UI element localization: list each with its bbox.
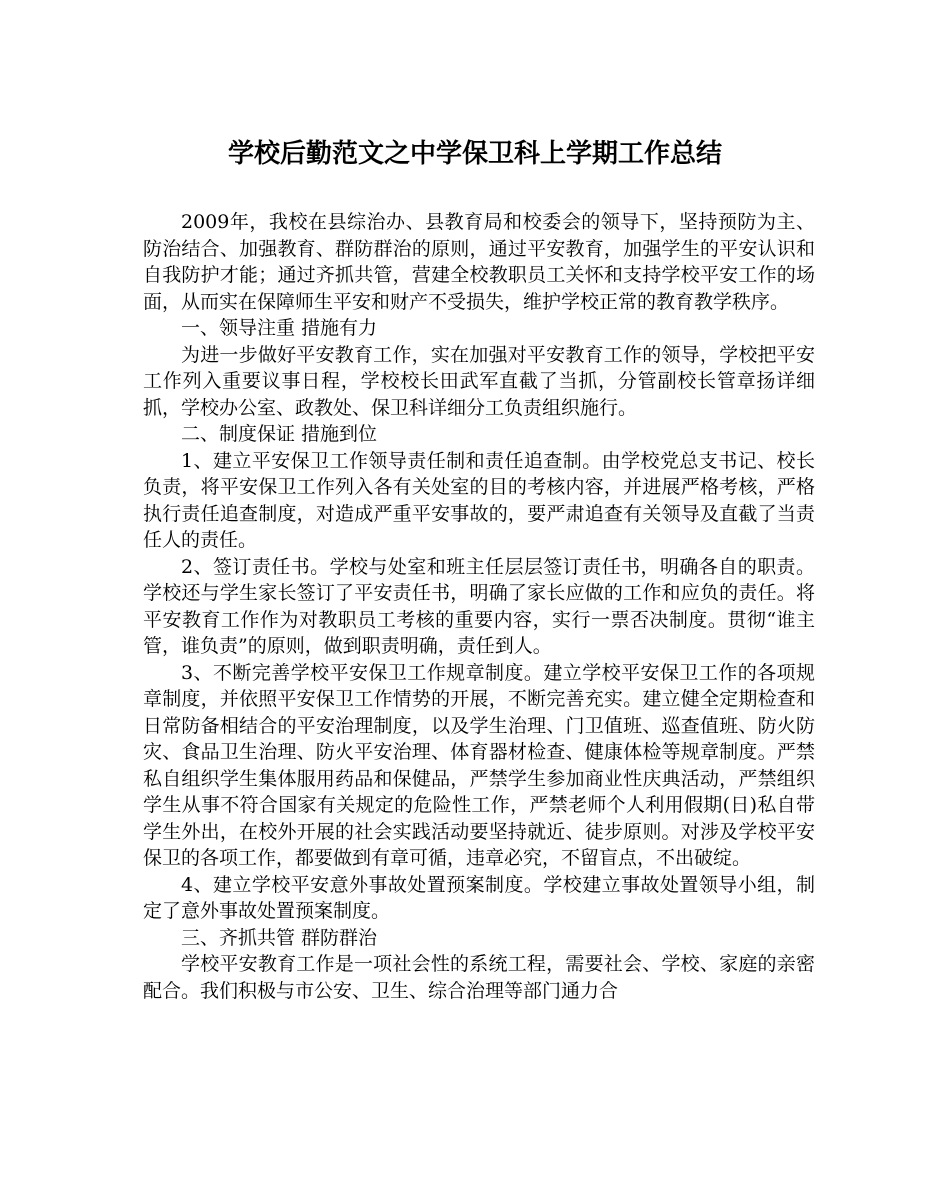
section-heading-3: 三、齐抓共管 群防群治 — [181, 926, 378, 949]
section-heading-1: 一、领导注重 措施有力 — [181, 317, 378, 339]
section-3-paragraph: 学校平安教育工作是一项社会性的系统工程，需要社会、学校、家庭的亲密配合。我们积极与市公安、卫生、综合治理等部门通力合 — [143, 953, 815, 1002]
section-2-item-3: 3、不断完善学校平安保卫工作规章制度。建立学校平安保卫工作的各项规章制度，并依照平安保卫工作情势的开展，不断完善充实。建立健全定期检查和日常防备相结合的平安治理制度，以及学生治理、门卫值班、巡查值班、防火防灾、食品卫生治理、防火平安治理、体育器材检查、健康体检等规章制度。严禁私自组织学生集体服用药品和保健品，严禁学生参加商业性庆典活动，严禁组织学生从事不符合国家有关规定的危险性工作，严禁老师个人利用假期(日)私自带学生外出，在校外开展的社会实践活动要坚持就近、徒步原则。对涉及学校平安保卫的各项工作，都要做到有章可循，违章必究，不留盲点，不出破绽。 — [143, 661, 815, 869]
section-heading-2: 二、制度保证 措施到位 — [181, 423, 378, 445]
document-body — [143, 209, 815, 1004]
section-2-item-4: 4、建立学校平安意外事故处置预案制度。学校建立事故处置领导小组，制定了意外事故处置预案制度。 — [143, 873, 815, 922]
intro-paragraph: 2009年，我校在县综治办、县教育局和校委会的领导下，坚持预防为主、防治结合、加强教育、群防群治的原则，通过平安教育，加强学生的平安认识和自我防护才能；通过齐抓共管，营建全校教职员工关怀和支持学校平安工作的场面，从而实在保障师生平安和财产不受损失，维护学校正常的教育教学秩序。 — [143, 211, 815, 313]
section-2-item-2: 2、签订责任书。学校与处室和班主任层层签订责任书，明确各自的职责。学校还与学生家长签订了平安责任书，明确了家长应做的工作和应负的责任。将平安教育工作作为对教职员工考核的重要内容，实行一票否决制度。贯彻“谁主管，谁负责”的原则，做到职责明确，责任到人。 — [143, 555, 815, 657]
document-title: 学校后勤范文之中学保卫科上学期工作总结 — [227, 139, 722, 169]
section-2-item-1: 1、建立平安保卫工作领导责任制和责任追查制。由学校党总支书记、校长负责，将平安保卫工作列入各有关处室的目的考核内容，并进展严格考核，严格执行责任追查制度，对造成严重平安事故的，要严肃追查有关领导及直截了当责任人的责任。 — [143, 449, 815, 551]
section-1-paragraph: 为进一步做好平安教育工作，实在加强对平安教育工作的领导，学校把平安工作列入重要议事日程，学校校长田武军直截了当抓，分管副校长管章扬详细抓，学校办公室、政教处、保卫科详细分工负责组织施行。 — [143, 343, 815, 419]
